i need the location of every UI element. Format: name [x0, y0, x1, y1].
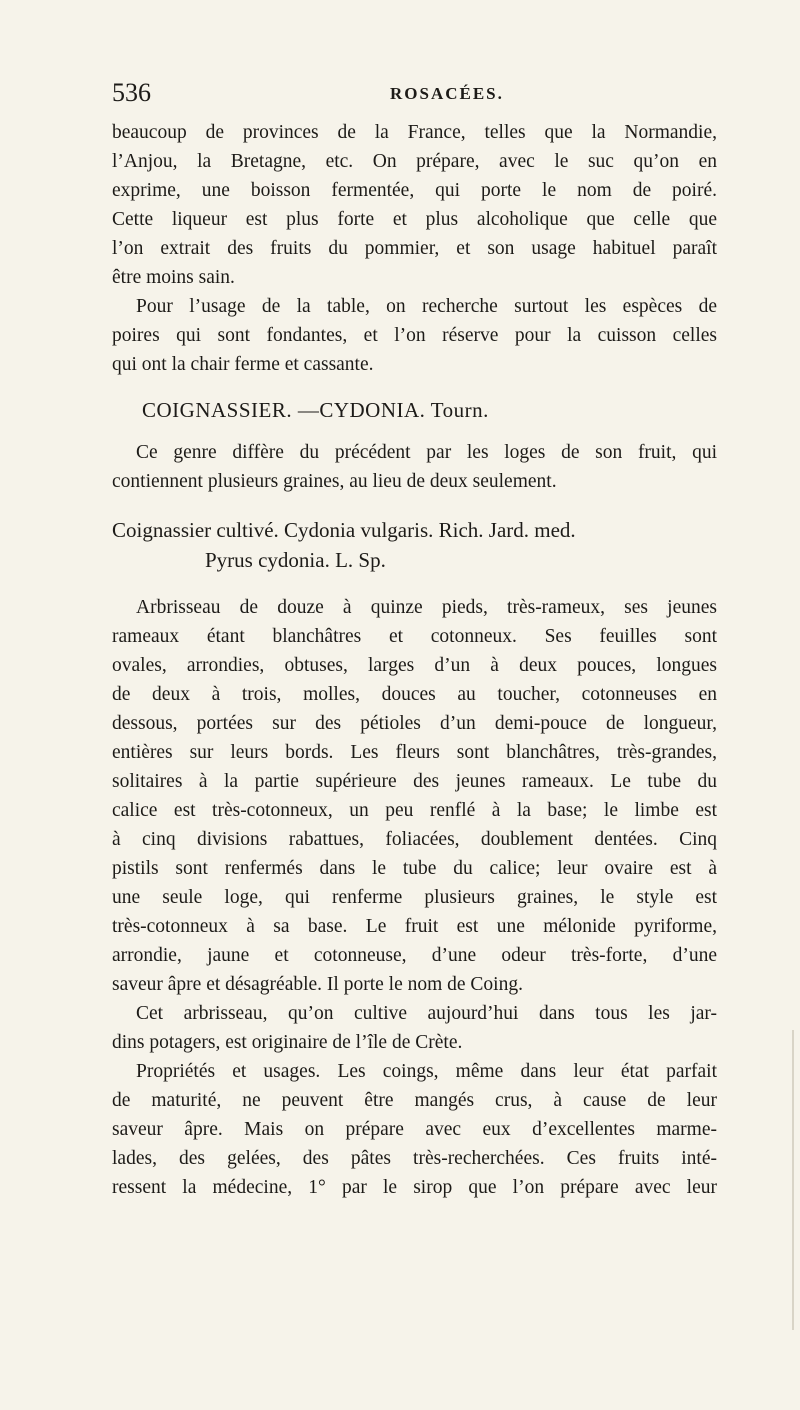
text-line: ressent la médecine, 1° par le sirop que l’on prépare avec leur	[112, 1177, 717, 1198]
paragraph-6	[112, 1057, 717, 1202]
text-line: dessous, portées sur des pétioles d’un demi-pouce de longueur,	[112, 713, 717, 734]
paragraph-1	[112, 118, 717, 292]
text-line: Arbrisseau de douze à quinze pieds, très-rameux, ses jeunes	[136, 597, 717, 618]
text-line: exprime, une boisson fermentée, qui porte le nom de poiré.	[112, 180, 717, 201]
text-line: solitaires à la partie supérieure des jeunes rameaux. Le tube du	[112, 771, 717, 792]
text-line: contiennent plusieurs graines, au lieu de deux seulement.	[112, 471, 557, 492]
text-line: Propriétés et usages. Les coings, même dans leur état parfait	[136, 1061, 717, 1082]
text-line: Pour l’usage de la table, on recherche surtout les espèces de	[136, 296, 717, 317]
text-line: saveur âpre et désagréable. Il porte le nom de Coing.	[112, 974, 523, 995]
paragraph-5	[112, 999, 717, 1057]
paragraph-4	[112, 593, 717, 999]
text-line: Ce genre diffère du précédent par les loges de son fruit, qui	[136, 442, 717, 463]
species-heading	[112, 515, 717, 575]
running-head: ROSACÉES.	[390, 84, 504, 103]
page-header	[112, 78, 712, 112]
text-line: poires qui sont fondantes, et l’on réserve pour la cuisson celles	[112, 325, 717, 346]
paragraph-3	[112, 438, 717, 496]
text-line: très-cotonneux à sa base. Le fruit est une mélonide pyriforme,	[112, 916, 717, 937]
text-line: de maturité, ne peuvent être mangés crus, à cause de leur	[112, 1090, 717, 1111]
text-line: de deux à trois, molles, douces au toucher, cotonneuses en	[112, 684, 717, 705]
text-line: beaucoup de provinces de la France, telles que la Normandie,	[112, 122, 717, 143]
text-line: ovales, arrondies, obtuses, larges d’un à deux pouces, longues	[112, 655, 717, 676]
text-line: calice est très-cotonneux, un peu renflé à la base; le limbe est	[112, 800, 717, 821]
species-name-line: Coignassier cultivé. Cydonia vulgaris. Rich. Jard. med.	[112, 518, 576, 542]
text-line: qui ont la chair ferme et cassante.	[112, 354, 374, 375]
species-synonym-line: Pyrus cydonia. L. Sp.	[205, 548, 386, 572]
page-number: 536	[112, 78, 151, 107]
page-edge-shadow	[792, 1030, 794, 1330]
text-line: à cinq divisions rabattues, foliacées, doublement dentées. Cinq	[112, 829, 717, 850]
page-body	[112, 118, 717, 1202]
text-line: pistils sont renfermés dans le tube du calice; leur ovaire est à	[112, 858, 717, 879]
text-line: lades, des gelées, des pâtes très-recherchées. Ces fruits inté-	[112, 1148, 717, 1169]
text-line: arrondie, jaune et cotonneuse, d’une odeur très-forte, d’une	[112, 945, 717, 966]
text-line: Cette liqueur est plus forte et plus alcoholique que celle que	[112, 209, 717, 230]
text-line: Cet arbrisseau, qu’on cultive aujourd’hui dans tous les jar-	[136, 1003, 717, 1024]
text-line: saveur âpre. Mais on prépare avec eux d’excellentes marme-	[112, 1119, 717, 1140]
text-line: rameaux étant blanchâtres et cotonneux. Ses feuilles sont	[112, 626, 717, 647]
paragraph-2	[112, 292, 717, 379]
text-line: l’Anjou, la Bretagne, etc. On prépare, avec le suc qu’on en	[112, 151, 717, 172]
text-line: dins potagers, est originaire de l’île de Crète.	[112, 1032, 463, 1053]
text-line: une seule loge, qui renferme plusieurs graines, le style est	[112, 887, 717, 908]
text-line: entières sur leurs bords. Les fleurs sont blanchâtres, très-grandes,	[112, 742, 717, 763]
text-line: l’on extrait des fruits du pommier, et son usage habituel paraît	[112, 238, 717, 259]
genus-heading: COIGNASSIER. —CYDONIA. Tourn.	[142, 398, 489, 422]
text-line: être moins sain.	[112, 267, 235, 288]
